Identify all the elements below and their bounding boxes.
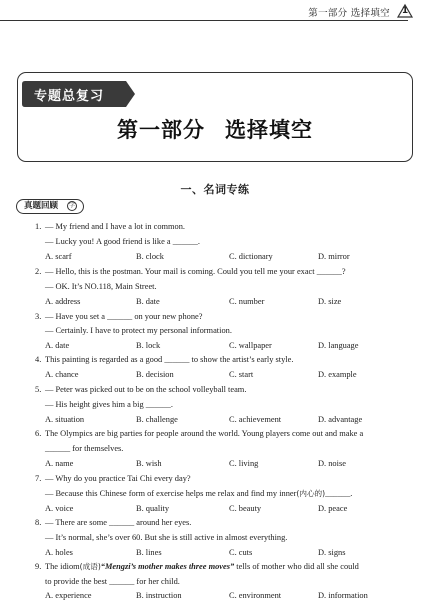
idiom-title: “Mengzi’s mother makes three moves” (100, 562, 235, 571)
review-label (16, 199, 84, 214)
question-text: tells of mother who did all she could (234, 562, 359, 571)
running-header (0, 0, 430, 22)
option-d[interactable]: D. peace (318, 504, 348, 513)
option-a[interactable]: A. voice (45, 504, 74, 513)
question-line: — OK. It’s NO.118, Main Street. (45, 282, 157, 291)
section-heading: 一、名词专练 (180, 183, 250, 196)
option-b[interactable]: B. lines (136, 548, 162, 557)
option-b[interactable]: B. instruction (136, 591, 182, 600)
option-c[interactable]: C. number (229, 297, 265, 306)
option-a[interactable]: A. date (45, 341, 70, 350)
review-label-text: 真题回顾 (24, 201, 59, 211)
page-number: 1 (401, 6, 409, 16)
question-line: — Hello, this is the postman. Your mail is coming. Could you tell me your exact ______? (45, 267, 346, 276)
option-b[interactable]: B. decision (136, 370, 174, 379)
option-d[interactable]: D. language (318, 341, 359, 350)
option-c[interactable]: C. achievement (229, 415, 282, 424)
question-line: — My friend and I have a lot in common. (45, 222, 186, 231)
option-d[interactable]: D. mirror (318, 252, 350, 261)
option-d[interactable]: D. information (318, 591, 368, 600)
question-line: ______ for themselves. (45, 444, 124, 453)
option-c[interactable]: C. dictionary (229, 252, 273, 261)
question-number: 7. (35, 474, 42, 483)
option-d[interactable]: D. noise (318, 459, 346, 468)
banner-tag (22, 81, 135, 107)
chinese-gloss: (内心的) (296, 489, 326, 498)
option-c[interactable]: C. cuts (229, 548, 253, 557)
option-c[interactable]: C. wallpaper (229, 341, 272, 350)
option-d[interactable]: D. size (318, 297, 342, 306)
question-number: 6. (35, 429, 42, 438)
question-line: — Why do you practice Tai Chi every day? (45, 474, 191, 483)
question-line: — Lucky you! A good friend is like a ______. (45, 237, 200, 246)
option-a[interactable]: A. chance (45, 370, 79, 379)
question-line: — There are some ______ around her eyes. (45, 518, 192, 527)
question-line: The Olympics are big parties for people around the world. Young players come out and make a (45, 429, 364, 438)
page-number-badge (396, 3, 414, 20)
question-line: — His height gives him a big ______. (45, 400, 173, 409)
question-number: 3. (35, 312, 42, 321)
question-number: 2. (35, 267, 42, 276)
option-b[interactable]: B. lock (136, 341, 161, 350)
question-line (45, 561, 359, 573)
header-rule (0, 20, 408, 21)
option-d[interactable]: D. example (318, 370, 357, 379)
option-c[interactable]: C. beauty (229, 504, 262, 513)
question-number: 9. (35, 562, 42, 571)
question-line: to provide the best ______ for her child. (45, 577, 180, 586)
option-b[interactable]: B. challenge (136, 415, 178, 424)
question-number: 8. (35, 518, 42, 527)
option-a[interactable]: A. scarf (45, 252, 72, 261)
option-d[interactable]: D. advantage (318, 415, 363, 424)
question-line: — Have you set a ______ on your new phone? (45, 312, 203, 321)
question-line: — Peter was picked out to be on the school volleyball team. (45, 385, 247, 394)
option-b[interactable]: B. wish (136, 459, 162, 468)
chapter-title-part1: 第一部分 (117, 118, 205, 142)
question-number: 5. (35, 385, 42, 394)
option-a[interactable]: A. experience (45, 591, 92, 600)
chinese-gloss: (成语) (79, 562, 101, 571)
question-number: 4. (35, 355, 42, 364)
option-b[interactable]: B. clock (136, 252, 164, 261)
chapter-title (17, 114, 413, 144)
question-text: The idiom (45, 562, 80, 571)
question-line: — Certainly. I have to protect my personal information. (45, 326, 232, 335)
question-line: — It’s normal, she’s over 60. But she is still active in almost everything. (45, 533, 288, 542)
option-c[interactable]: C. start (229, 370, 254, 379)
question-line-text: — Because this Chinese form of exercise helps me relax and find my inner (45, 489, 297, 498)
option-b[interactable]: B. quality (136, 504, 170, 513)
chapter-title-part2: 选择填空 (225, 118, 313, 142)
question-line: This painting is regarded as a good ______ to show the artist’s early style. (45, 355, 294, 364)
option-a[interactable]: A. name (45, 459, 74, 468)
option-a[interactable]: A. situation (45, 415, 85, 424)
option-b[interactable]: B. date (136, 297, 160, 306)
option-a[interactable]: A. holes (45, 548, 73, 557)
blank-end: ______. (325, 489, 353, 498)
question-line (45, 488, 352, 500)
question-number: 1. (35, 222, 42, 231)
option-a[interactable]: A. address (45, 297, 81, 306)
review-mark-icon: 学 (68, 202, 75, 209)
banner-tag-label: 专题总复习 (34, 89, 105, 104)
option-d[interactable]: D. signs (318, 548, 346, 557)
running-title: 第一部分 选择填空 (308, 8, 390, 19)
option-c[interactable]: C. environment (229, 591, 282, 600)
option-c[interactable]: C. living (229, 459, 259, 468)
